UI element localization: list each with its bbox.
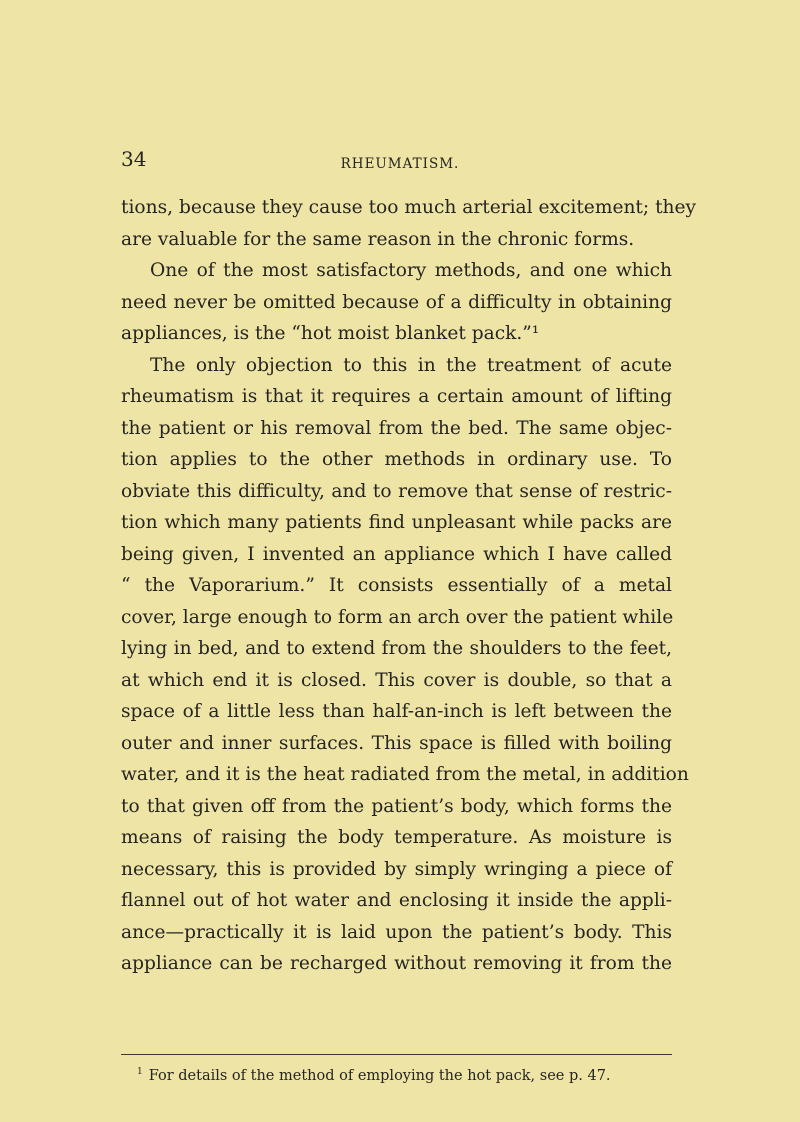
text-line: cover, large enough to form an arch over the patient while xyxy=(121,606,674,628)
footnote xyxy=(137,1062,611,1086)
text-line: tions, because they cause too much arterial excitement; they xyxy=(121,197,697,218)
page-number: 34 xyxy=(121,147,147,171)
footnote-marker: 1 xyxy=(137,1067,143,1077)
text-line: tion which many patients find unpleasant while packs are xyxy=(121,512,672,533)
text-line: the patient or his removal from the bed. The same objec- xyxy=(121,417,672,439)
text-line: The only objection to this in the treatment of acute xyxy=(150,354,672,376)
text-line: are valuable for the same reason in the chronic forms. xyxy=(121,228,635,250)
text-line: appliance can be recharged without removing it from the xyxy=(121,953,672,974)
text-line: water, and it is the heat radiated from the metal, in addition xyxy=(121,764,689,785)
text-line: outer and inner surfaces. This space is filled with boiling xyxy=(121,732,672,754)
text-line: obviate this difficulty, and to remove that sense of restric- xyxy=(121,480,672,502)
text-line: lying in bed, and to extend from the shoulders to the feet, xyxy=(121,638,672,659)
text-line: One of the most satisfactory methods, and one which xyxy=(150,260,672,281)
text-line: flannel out of hot water and enclosing it inside the appli- xyxy=(121,890,672,911)
text-line: means of raising the body temperature. As moisture is xyxy=(121,827,672,848)
text-line: to that given off from the patient’s body, which forms the xyxy=(121,795,672,817)
body-text xyxy=(121,192,697,980)
footnote-text: For details of the method of employing the hot pack, see p. 47. xyxy=(148,1067,611,1084)
footnote-rule xyxy=(121,1054,672,1055)
text-line: appliances, is the “hot moist blanket pack.”¹ xyxy=(121,323,540,344)
text-line: space of a little less than half-an-inch is left between the xyxy=(121,701,672,722)
text-line: need never be omitted because of a difficulty in obtaining xyxy=(121,291,672,313)
text-line: tion applies to the other methods in ordinary use. To xyxy=(121,449,672,470)
running-head: RHEUMATISM. xyxy=(340,156,460,172)
text-line: rheumatism is that it requires a certain amount of lifting xyxy=(121,386,672,407)
text-line: “ the Vaporarium.” It consists essentially of a metal xyxy=(121,575,672,596)
text-line: at which end it is closed. This cover is double, so that a xyxy=(121,669,672,691)
text-line: ance—practically it is laid upon the patient’s body. This xyxy=(121,921,672,943)
text-line: necessary, this is provided by simply wringing a piece of xyxy=(121,858,672,880)
text-line: being given, I invented an appliance which I have called xyxy=(121,543,672,565)
